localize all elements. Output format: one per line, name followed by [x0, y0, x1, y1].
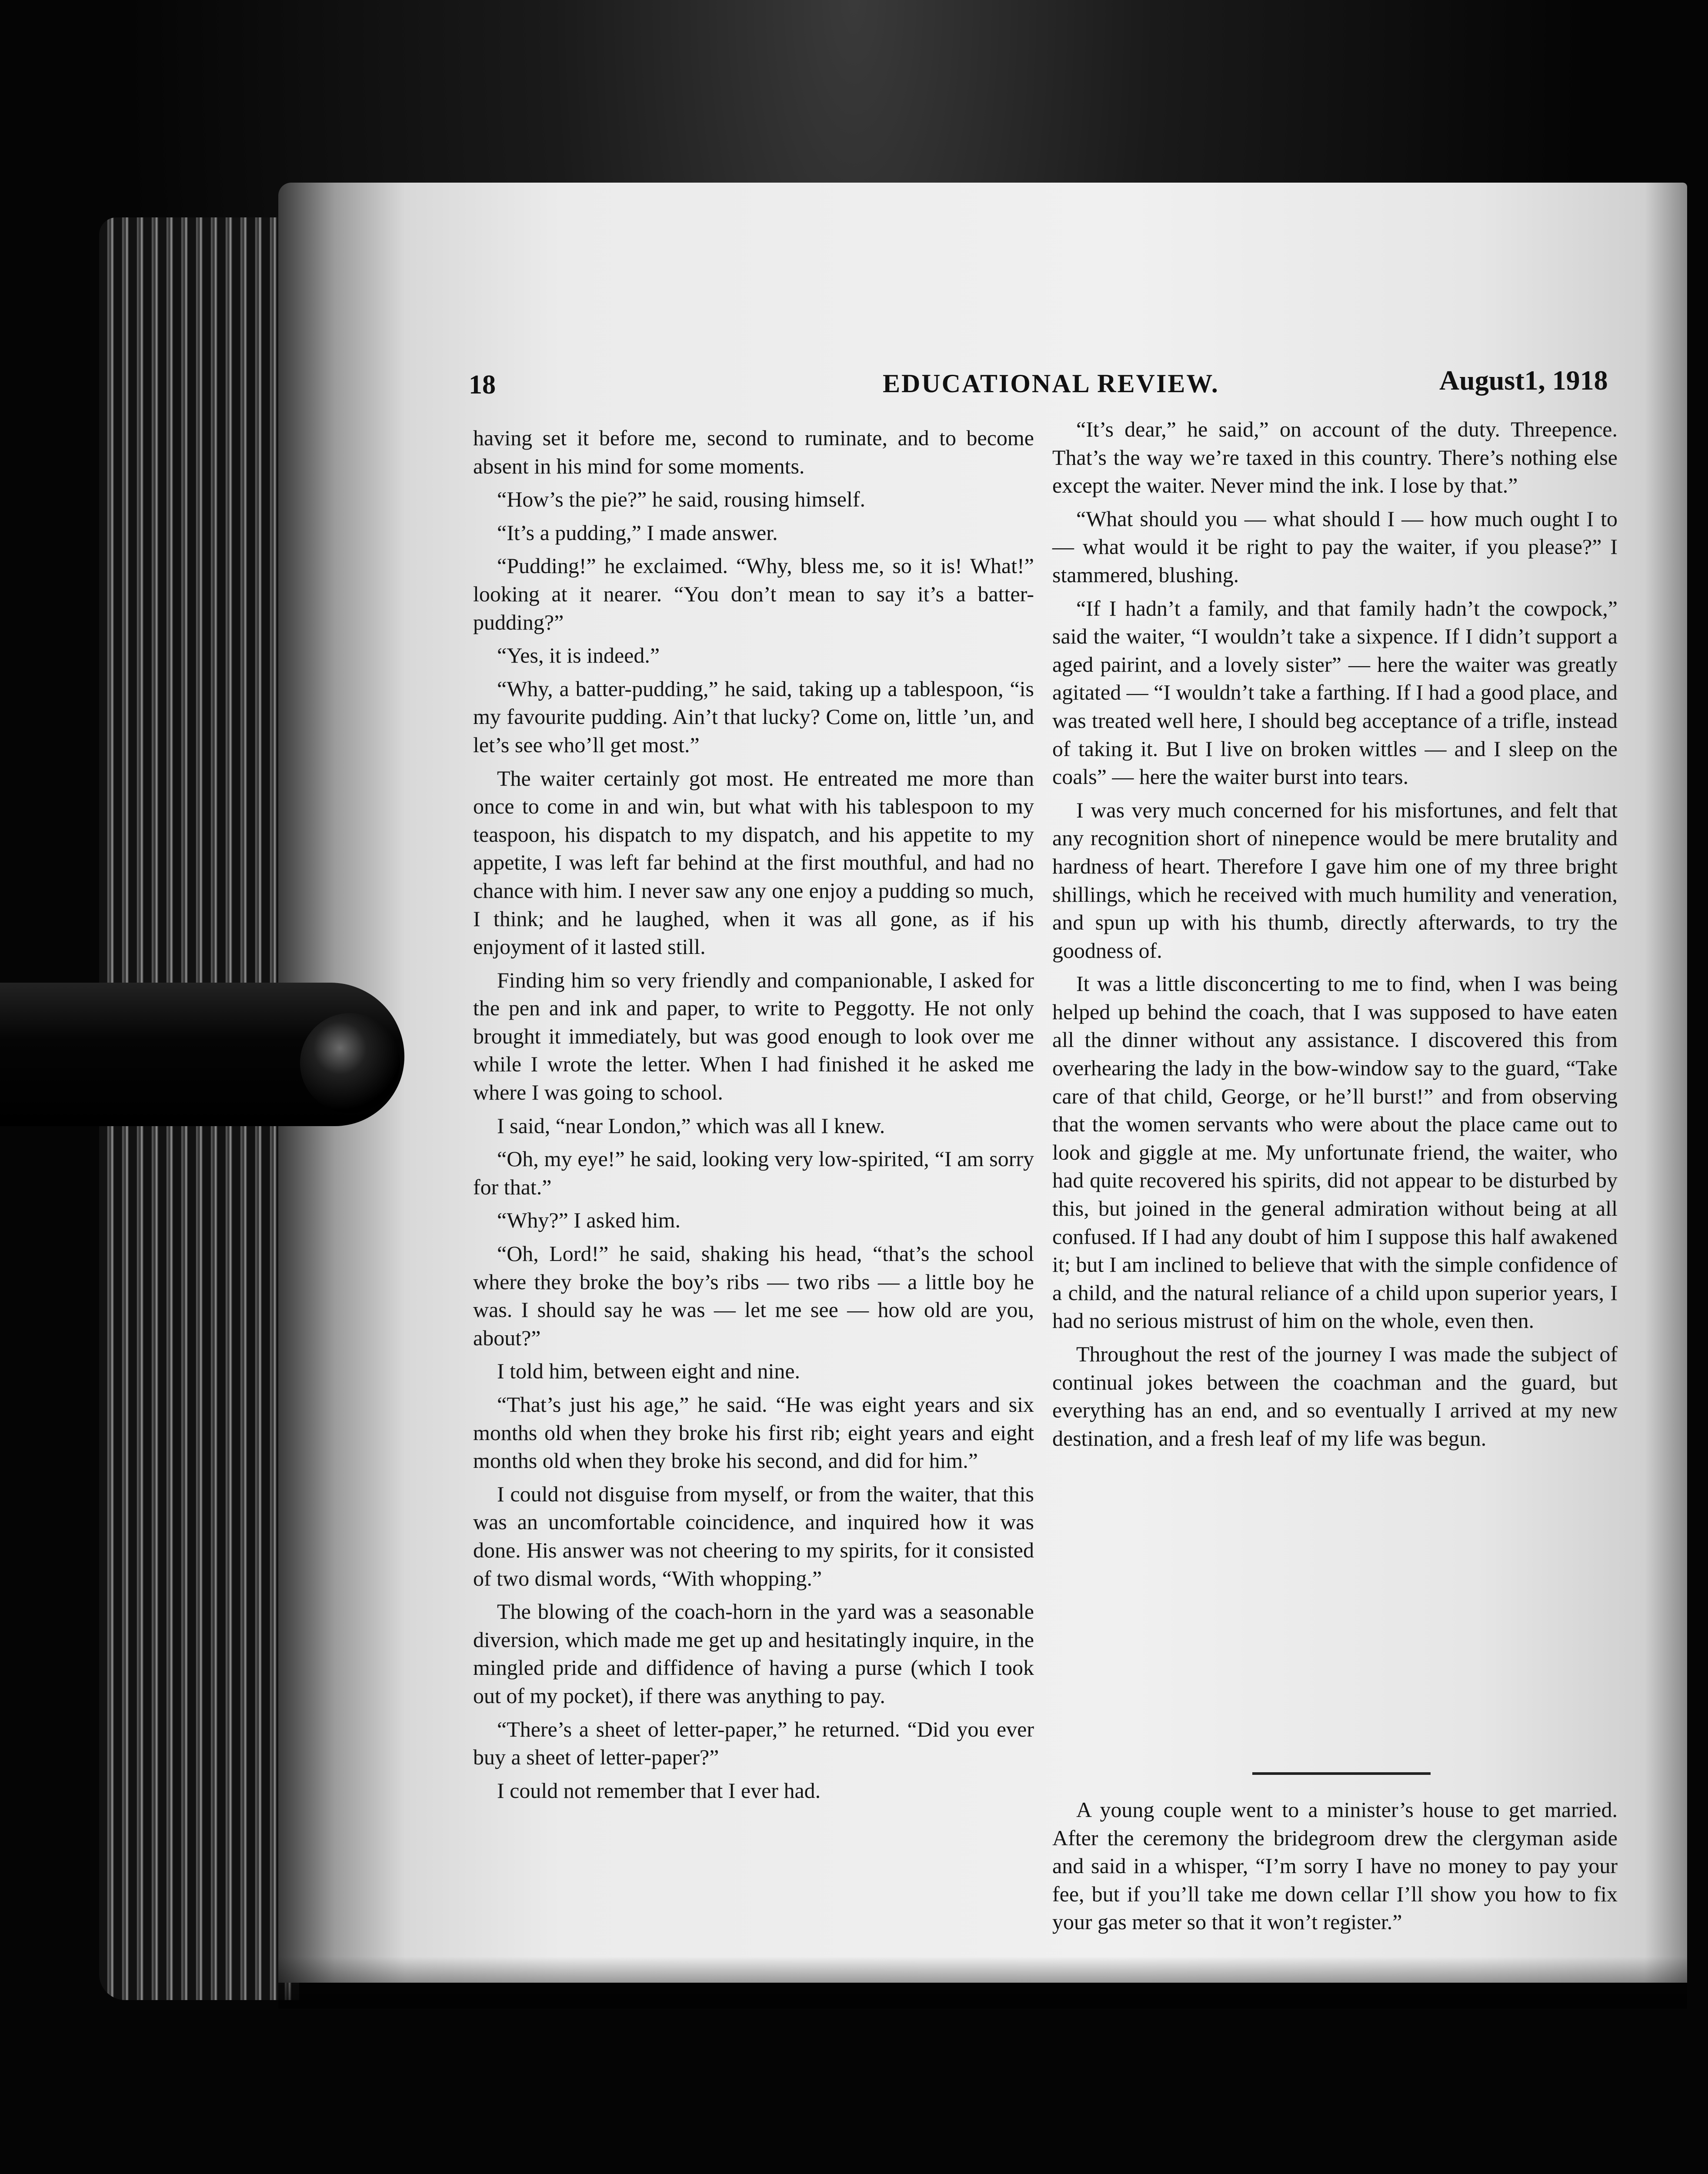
thumb-tip [300, 1013, 400, 1113]
paragraph: The blowing of the coach-horn in the yard was a seasonable diversion, which made me get up and hesitatingly inquire, in the mingled pride and diffidence of having a purse (which I took out of my pocket), if there was anything to pay. [473, 1599, 1034, 1708]
page-bottom-shadow [278, 1957, 1687, 2009]
paragraph: “There’s a sheet of letter-paper,” he returned. “Did you ever buy a sheet of letter-paper?” [473, 1717, 1034, 1770]
paragraph: I could not disguise from myself, or from the waiter, that this was an uncomfortable coincidence, and inquired how it was done. His answer was not cheering to my spirits, for it consisted of two dismal words, “With whopping.” [473, 1481, 1034, 1590]
paragraph: Throughout the rest of the journey I was made the subject of continual jokes between the coachman and the guard, but everything has an end, and so eventually I arrived at my new destination, and a fresh leaf of my life was begun. [1052, 1342, 1618, 1450]
paragraph: It was a little disconcerting to me to find, when I was being helped up behind the coach, that I was supposed to have eaten all the dinner without any assistance. I discovered this from overhearing the lady in the bow-window say to the guard, “Take care of that child, George, or he’ll burst!” and from observing that the women servants who were about the place came out to look and giggle at me. My unfortunate friend, the waiter, who had quite recovered his spirits, did not appear to be disturbed by this, but joined in the general admiration without being at all confused. If I had any doubt of him I suppose this half awakened it; but I am inclined to believe that with the simple confidence of a child, and the natural reliance of a child upon superior years, I had no serious mistrust of him on the whole, even then. [1052, 971, 1618, 1333]
section-divider [1252, 1772, 1431, 1775]
paragraph: “If I hadn’t a family, and that family hadn’t the cowpock,” said the waiter, “I wouldn’t take a sixpence. If I didn’t support a aged pairint, and a lovely sister” — here the waiter was greatly agitated — “I wouldn’t take a farthing. If I had a good place, and was treated well here, I should beg acceptance of a trifle, instead of taking it. But I live on broken wittles — and I sleep on the coals” — here the waiter burst into tears. [1052, 596, 1618, 789]
paragraph: I could not remember that I ever had. [497, 1778, 821, 1803]
paragraph: I was very much concerned for his misfortunes, and felt that any recognition short of ninepence would be mere brutality and hardness of heart. Therefore I gave him one of my three bright shillings, which he received with much humility and veneration, and spun up with his thumb, directly afterwards, to try the goodness of. [1052, 797, 1618, 963]
paragraph: “What should you — what should I — how much ought I to — what would it be right to pay the waiter, if you please?” I stammered, blushing. [1052, 506, 1618, 587]
paragraph: “Why?” I asked him. [497, 1208, 681, 1233]
paragraph: “How’s the pie?” he said, rousing himself. [497, 487, 866, 512]
journal-title: EDUCATIONAL REVIEW. [883, 369, 1219, 398]
left-text-column [473, 424, 1034, 1810]
paragraph: Finding him so very friendly and companionable, I asked for the pen and ink and paper, to write to Peggotty. He not only brought it immediately, but was good enough to look over me while I wrote the letter. When I had finished it he asked me where I was going to school. [473, 967, 1034, 1105]
paragraph: having set it before me, second to ruminate, and to become absent in his mind for some moments. [473, 426, 1034, 478]
paragraph: “It’s dear,” he said,” on account of the duty. Threepence. That’s the way we’re taxed in this country. There’s nothing else except the waiter. Never mind the ink. I lose by that.” [1052, 417, 1618, 498]
paragraph: “Pudding!” he exclaimed. “Why, bless me, so it is! What!” looking at it nearer. “You don’t mean to say it’s a batter-pudding?” [473, 554, 1034, 634]
paragraph: “Oh, Lord!” he said, shaking his head, “that’s the school where they broke the boy’s ribs — two ribs — a little boy he was. I should say he was — let me see — how old are you, about?” [473, 1241, 1034, 1350]
right-text-column [1052, 415, 1618, 1457]
paragraph: “That’s just his age,” he said. “He was eight years and six months old when they broke his first rib; eight years and eight months old when they broke his second, and did for him.” [473, 1392, 1034, 1473]
page-number: 18 [469, 370, 496, 400]
paragraph: The waiter certainly got most. He entreated me more than once to come in and win, but what with his tablespoon to my teaspoon, his dispatch to my dispatch, and his appetite to my appetite, I was left far behind at the first mouthful, and had no chance with him. I never saw any one enjoy a pudding so much, I think; and he laughed, when it was all gone, as if his enjoyment of it lasted still. [473, 766, 1034, 959]
paragraph: “Yes, it is indeed.” [497, 643, 660, 668]
paragraph: I told him, between eight and nine. [497, 1359, 801, 1384]
anecdote-paragraph: A young couple went to a minister’s house to get married. After the ceremony the bridegroom drew the clergyman aside and said in a whisper, “I’m sorry I have no money to pay your fee, but if you’ll take me down cellar I’ll show you how to fix your gas meter so that it won’t register.” [1052, 1797, 1618, 1934]
anecdote-block [1052, 1796, 1618, 1936]
issue-date: August1, 1918 [1439, 365, 1608, 396]
paragraph: I said, “near London,” which was all I knew. [497, 1113, 885, 1138]
paragraph: “Why, a batter-pudding,” he said, taking up a tablespoon, “is my favourite pudding. Ain’t that lucky? Come on, little ’un, and let’s see who’ll get most.” [473, 676, 1034, 757]
paragraph: “Oh, my eye!” he said, looking very low-spirited, “I am sorry for that.” [473, 1147, 1034, 1199]
paragraph: “It’s a pudding,” I made answer. [497, 520, 778, 545]
